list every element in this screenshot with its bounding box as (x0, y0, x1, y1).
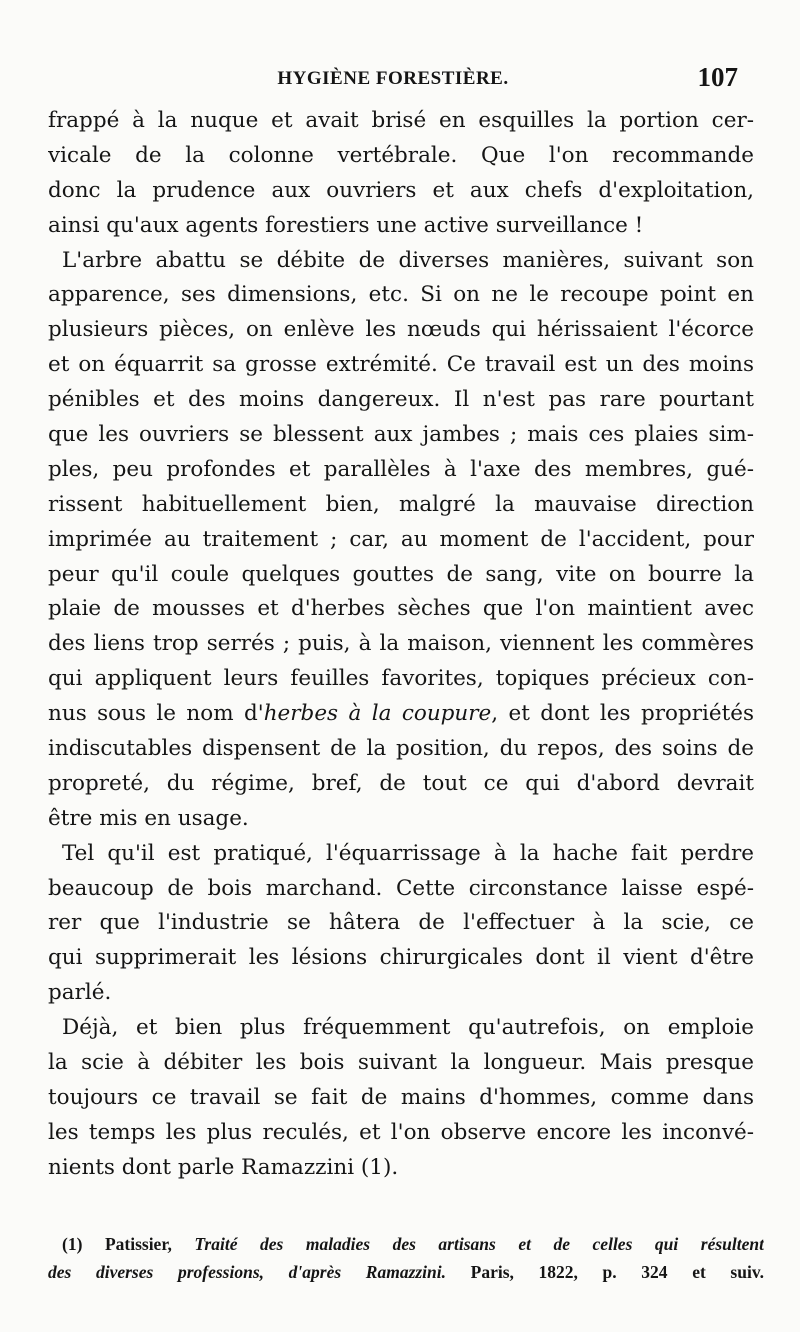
text-line: vicale de la colonne vertébrale. Que l'on recommande (48, 142, 754, 168)
text-line: ples, peu profondes et parallèles à l'axe des membres, gué- (48, 456, 754, 482)
text-line: Déjà, et bien plus fréquemment qu'autrefois, on emploie (62, 1015, 754, 1041)
text-line: apparence, ses dimensions, etc. Si on ne le recoupe point en (48, 282, 754, 308)
running-title: HYGIÈNE FORESTIÈRE. (277, 68, 509, 89)
body-text (48, 104, 754, 1186)
text-line: la scie à débiter les bois suivant la longueur. Mais presque (48, 1050, 754, 1076)
text-line: rissent habituellement bien, malgré la mauvaise direction (48, 491, 754, 517)
text-line: propreté, du régime, bref, de tout ce qui d'abord devrait (48, 770, 754, 796)
text-line: imprimée au traitement ; car, au moment de l'accident, pour (48, 526, 754, 552)
text-line: frappé à la nuque et avait brisé en esquilles la portion cer- (48, 108, 754, 133)
footnote-title: Traité des maladies des artisans et de celles qui résultent (194, 1234, 764, 1254)
italic-phrase: herbes à la coupure (263, 701, 492, 727)
footnote-line (48, 1258, 764, 1286)
footnote-title-cont: des diverses professions, d'après Ramazzini. (48, 1262, 447, 1282)
text-line: nients dont parle Ramazzini (1). (48, 1154, 399, 1180)
text-line: beaucoup de bois marchand. Cette circonstance laisse espé- (48, 875, 754, 901)
text-line: ainsi qu'aux agents forestiers une active surveillance ! (48, 212, 644, 238)
text-segment: , et dont les propriétés (491, 701, 754, 727)
text-line: et on équarrit sa grosse extrémité. Ce travail est un des moins (48, 352, 754, 378)
footnote-publication: Paris, 1822, p. 324 et suiv. (470, 1262, 764, 1282)
text-segment: nus sous le nom d' (48, 701, 264, 727)
text-line: indiscutables dispensent de la position, du repos, des soins de (48, 736, 754, 762)
text-line: parlé. (48, 980, 112, 1006)
page-number: 107 (697, 62, 738, 92)
page-header (48, 62, 738, 98)
text-line: plusieurs pièces, on enlève les nœuds qui hérissaient l'écorce (48, 317, 754, 343)
text-line: rer que l'industrie se hâtera de l'effectuer à la scie, ce (48, 910, 754, 936)
text-line: L'arbre abattu se débite de diverses manières, suivant son (62, 247, 754, 273)
text-line: être mis en usage. (48, 805, 249, 831)
text-line: qui supprimerait les lésions chirurgicales dont il vient d'être (48, 945, 754, 971)
footnote (48, 1230, 764, 1286)
text-line-with-italic (48, 697, 754, 732)
text-line: les temps les plus reculés, et l'on observe encore les inconvé- (48, 1119, 754, 1145)
text-line: donc la prudence aux ouvriers et aux chefs d'exploitation, (48, 177, 754, 203)
text-line: toujours ce travail se fait de mains d'hommes, comme dans (48, 1084, 754, 1110)
text-line: peur qu'il coule quelques gouttes de sang, vite on bourre la (48, 561, 754, 587)
text-line: pénibles et des moins dangereux. Il n'est pas rare pourtant (48, 387, 754, 413)
footnote-marker: (1) (62, 1234, 83, 1254)
text-line: plaie de mousses et d'herbes sèches que l'on maintient avec (48, 596, 754, 622)
text-line: des liens trop serrés ; puis, à la maison, viennent les commères (48, 631, 754, 657)
text-line: que les ouvriers se blessent aux jambes ; mais ces plaies sim- (48, 422, 754, 448)
text-line: qui appliquent leurs feuilles favorites, topiques précieux con- (48, 666, 754, 692)
text-line: Tel qu'il est pratiqué, l'équarrissage à la hache fait perdre (62, 840, 754, 866)
footnote-author: Patissier, (104, 1234, 172, 1254)
footnote-line (48, 1230, 764, 1258)
